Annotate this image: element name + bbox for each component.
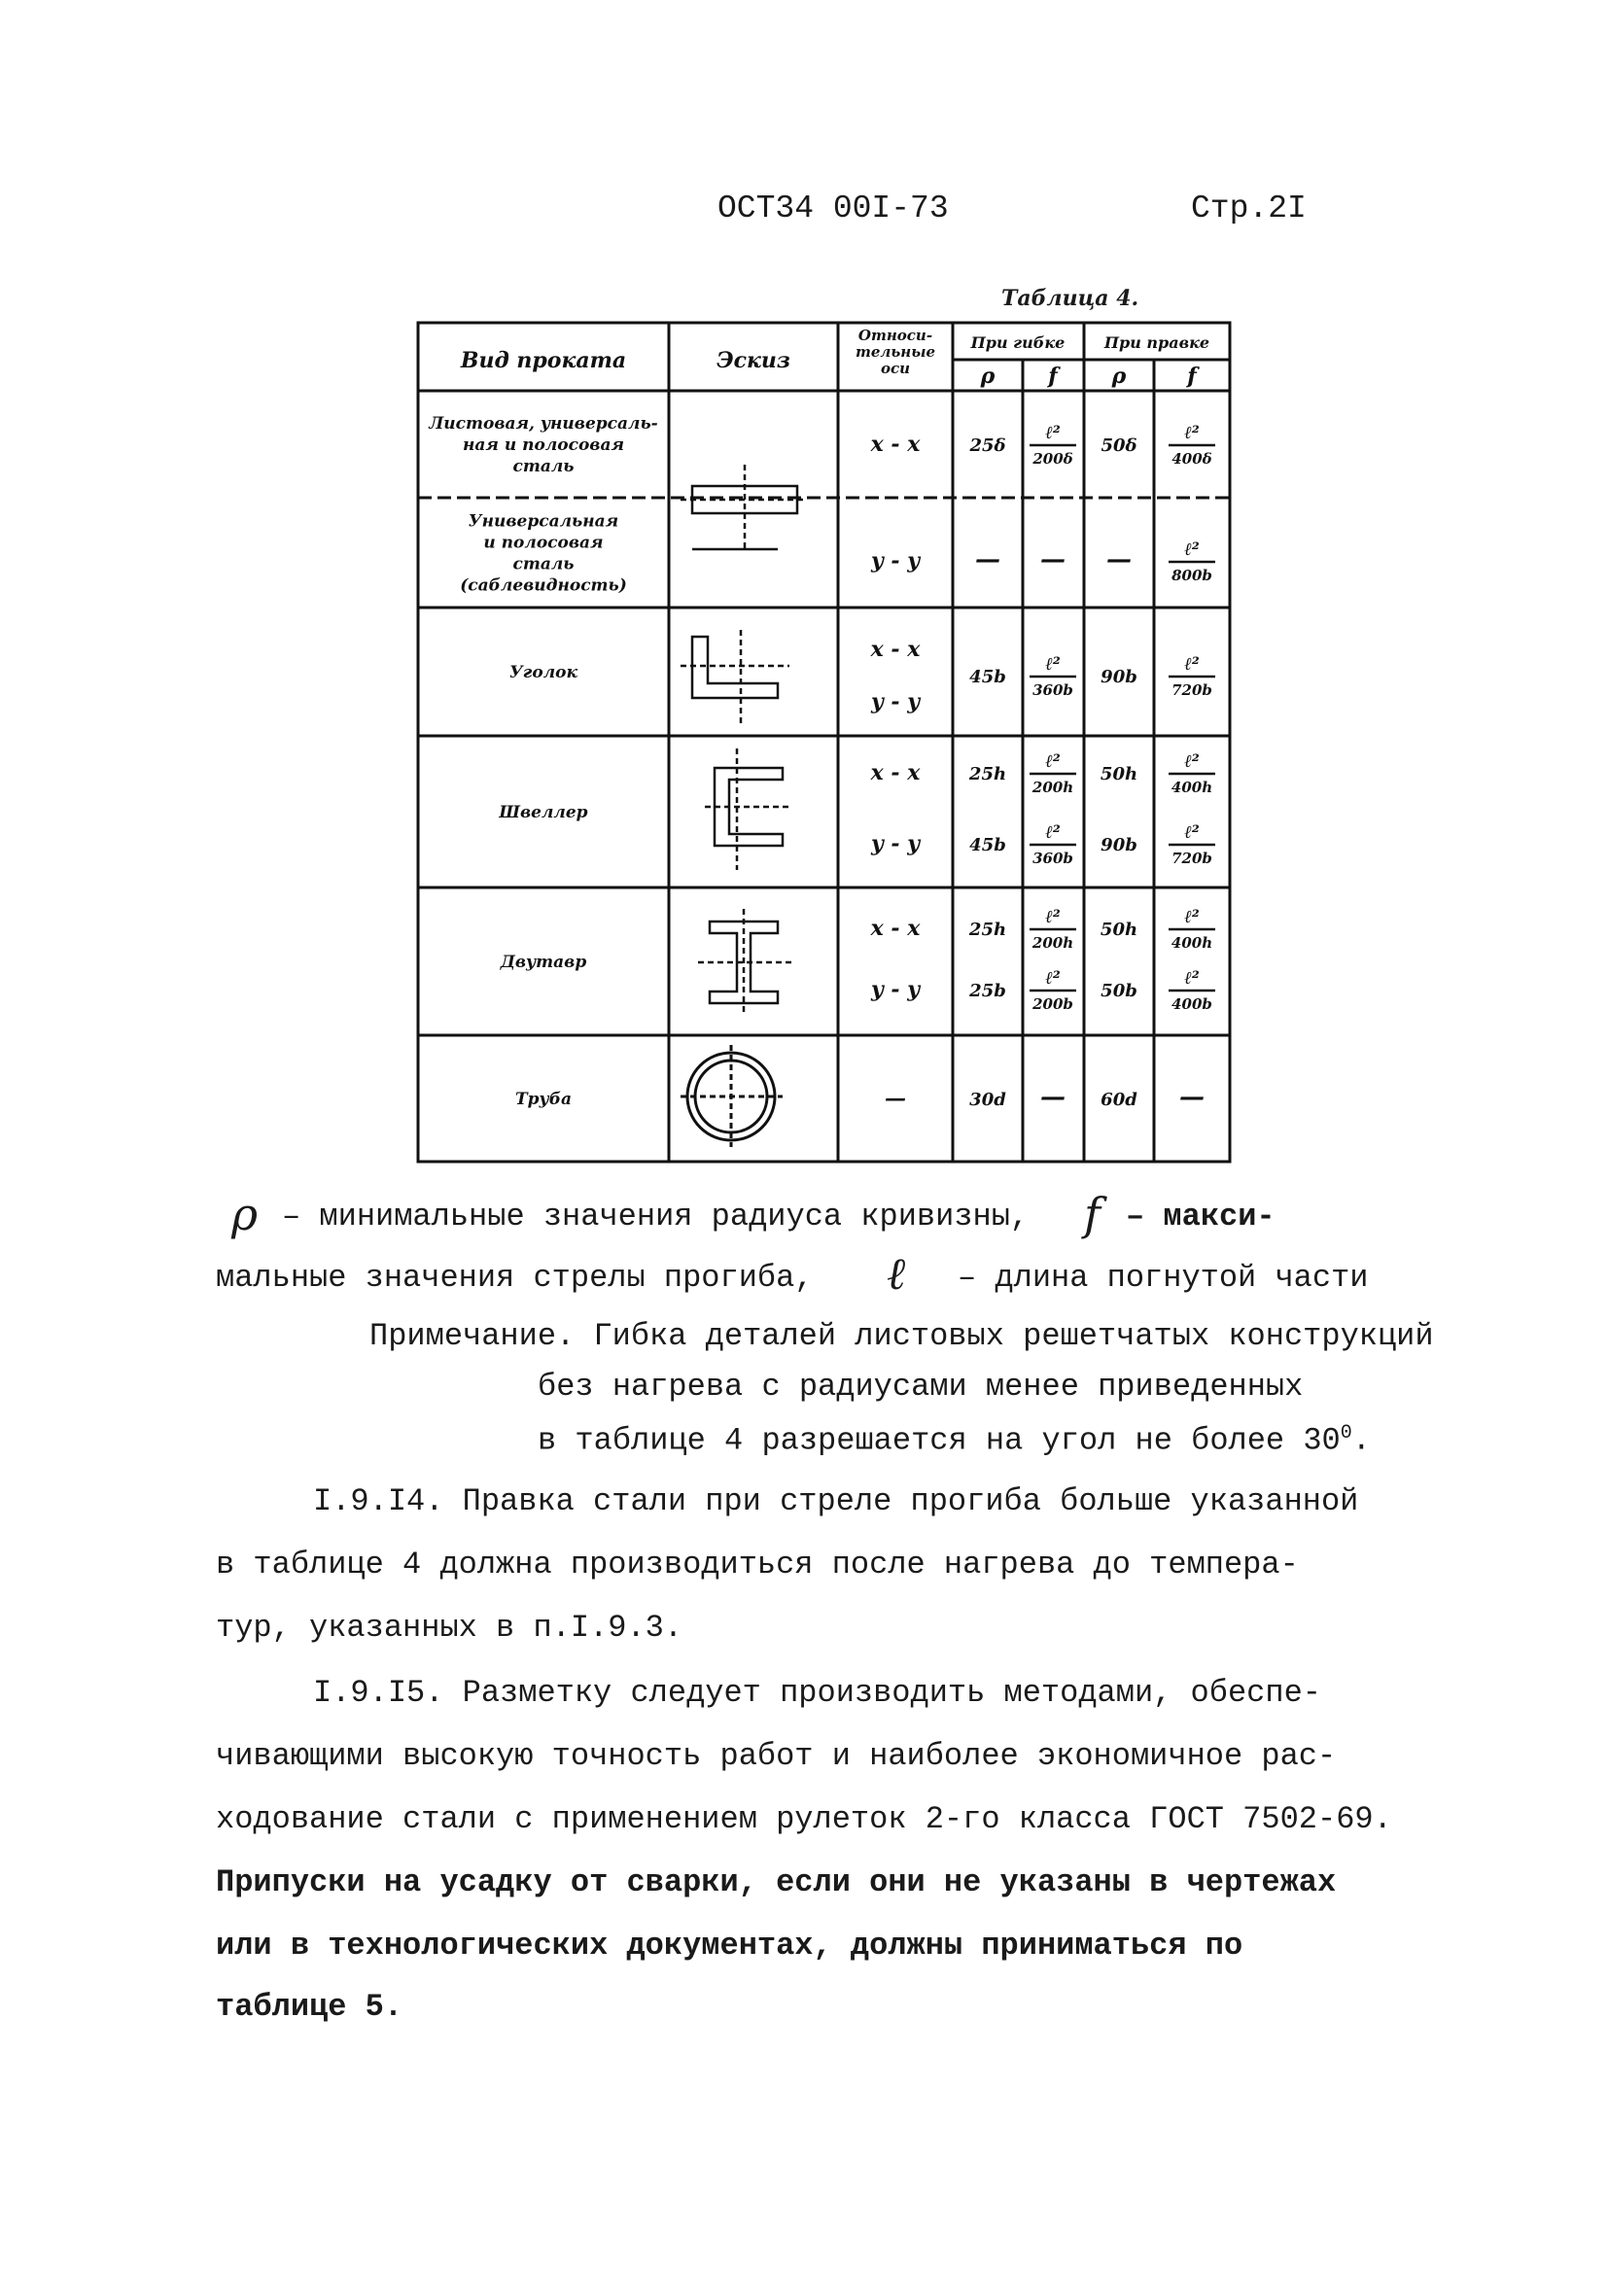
- para-1914-line-1: I.9.I4. Правка стали при стреле прогиба больше указанной: [313, 1483, 1359, 1519]
- row-axis: y - y: [870, 831, 921, 856]
- cell-bend-rho: 25b: [969, 981, 1006, 1001]
- header-rho: ρ: [1111, 364, 1127, 389]
- cell-str-rho: 90b: [1101, 667, 1137, 687]
- cell-str-f-den: 720b: [1171, 850, 1212, 867]
- legend-line-1a: – минимальные значения радиуса кривизны,: [282, 1199, 1030, 1235]
- sketch-angle: [681, 630, 789, 724]
- cell-str-f-num: ℓ²: [1184, 654, 1200, 675]
- row-axis: x - x: [870, 760, 921, 785]
- cell-bend-f-den: 200h: [1031, 779, 1074, 796]
- para-1914-line-3: тур, указанных в п.I.9.3.: [216, 1610, 683, 1646]
- cell-bend-f-den: 360b: [1032, 850, 1073, 867]
- header-sketch: Эскиз: [717, 348, 790, 373]
- row-type-line: сталь: [512, 554, 575, 574]
- para-1914-line-2: в таблице 4 должна производиться после нагрева до темпера-: [216, 1547, 1299, 1583]
- cell-bend-rho: —: [975, 545, 1000, 574]
- row-axis: y - y: [870, 548, 921, 574]
- note-line-3-text: в таблице 4 разрешается на угол не более 30: [538, 1422, 1341, 1459]
- para-1915-line-6: таблице 5.: [216, 1989, 403, 2025]
- row-type-line: ная и полосовая: [462, 435, 625, 455]
- cell-str-rho: 50h: [1100, 920, 1138, 940]
- legend-line-2a: мальные значения стрелы прогиба,: [216, 1260, 814, 1296]
- note-line-2: без нагрева с радиусами менее приведенных: [538, 1369, 1304, 1405]
- sketch-channel: [705, 748, 792, 870]
- sketch-pipe: [681, 1045, 783, 1147]
- cell-str-rho: 50h: [1100, 764, 1138, 784]
- note-line-3: [538, 1414, 1371, 1461]
- row-type-line: Двутавр: [500, 953, 587, 972]
- header-axis-line: Относи-: [857, 327, 933, 344]
- row-axis: x - x: [870, 432, 921, 457]
- rho-symbol: ρ: [231, 1188, 259, 1240]
- note-line-1: Примечание. Гибка деталей листовых решетчатых конструкций: [369, 1318, 1434, 1354]
- row-type-line: Швеллер: [499, 803, 588, 822]
- row-type-line: (саблевидность): [460, 575, 627, 596]
- para-1915-line-2: чивающими высокую точность работ и наиболее экономичное рас-: [216, 1738, 1337, 1774]
- cell-bend-f-den: 360b: [1032, 681, 1073, 699]
- cell-bend-f-num: ℓ²: [1045, 968, 1061, 989]
- row-type-line: и полосовая: [483, 533, 604, 553]
- row-type-line: Листовая, универсаль-: [429, 414, 658, 434]
- cell-str-f-num: ℓ²: [1184, 539, 1200, 560]
- cell-bend-rho: 30d: [969, 1090, 1006, 1110]
- row-axis: y - y: [870, 977, 921, 1002]
- header-bending: При гибке: [970, 333, 1066, 352]
- legend-line-1b: – макси-: [1126, 1199, 1276, 1235]
- cell-bend-f-num: ℓ²: [1045, 423, 1061, 443]
- cell-str-rho: 60d: [1101, 1090, 1137, 1110]
- row-axis: —: [885, 1086, 906, 1111]
- row-type-line: Труба: [515, 1090, 572, 1109]
- header-straightening: При правке: [1103, 333, 1210, 352]
- cell-str-rho: 90b: [1101, 835, 1137, 855]
- row-type-line: Универсальная: [468, 511, 619, 532]
- cell-bend-f: —: [1040, 545, 1066, 574]
- cell-str-f-den: 400δ: [1171, 450, 1212, 468]
- page-number: Стр.2I: [1191, 191, 1307, 226]
- row-axis: x - x: [870, 916, 921, 941]
- table-text: [428, 327, 1215, 1112]
- row-axis: x - x: [870, 637, 921, 662]
- cell-bend-f-den: 200h: [1031, 934, 1074, 952]
- cell-str-f-num: ℓ²: [1184, 907, 1200, 927]
- row-type-line: сталь: [512, 457, 575, 476]
- cell-bend-rho: 25h: [968, 920, 1007, 940]
- cell-str-rho: 50δ: [1101, 435, 1137, 456]
- header-f: f: [1048, 364, 1058, 389]
- header-f: f: [1187, 364, 1197, 389]
- cell-bend-f: —: [1040, 1083, 1066, 1112]
- header-axis-line: тельные: [855, 343, 936, 361]
- cell-str-rho: —: [1106, 545, 1132, 574]
- cell-bend-f-num: ℓ²: [1045, 907, 1061, 927]
- cell-str-f-num: ℓ²: [1184, 822, 1200, 843]
- cell-bend-f-den: 200b: [1032, 995, 1073, 1013]
- sketch-i-beam: [698, 909, 792, 1016]
- note-line-3-end: .: [1351, 1422, 1371, 1459]
- cell-bend-rho: 25h: [968, 764, 1007, 784]
- header-type: Вид проката: [460, 348, 627, 373]
- degree-sup: 0: [1340, 1422, 1352, 1444]
- para-1915-line-5: или в технологических документах, должны приниматься по: [216, 1928, 1243, 1964]
- cell-str-f-num: ℓ²: [1184, 423, 1200, 443]
- cell-bend-rho: 25δ: [969, 435, 1006, 456]
- cell-str-f-den: 720b: [1171, 681, 1212, 699]
- sketch-sheet-steel: [681, 465, 807, 552]
- table-caption: Таблица 4.: [1001, 286, 1139, 311]
- cell-str-f: —: [1179, 1083, 1205, 1112]
- cell-str-f-den: 800b: [1171, 567, 1212, 584]
- cell-bend-rho: 45b: [969, 835, 1006, 855]
- header-rho: ρ: [980, 364, 996, 389]
- cell-str-f-num: ℓ²: [1184, 751, 1200, 772]
- para-1915-line-1: I.9.I5. Разметку следует производить методами, обеспе-: [313, 1675, 1321, 1711]
- cell-str-f-den: 400h: [1171, 779, 1213, 796]
- l-symbol: ℓ: [887, 1247, 906, 1300]
- cell-str-f-den: 400b: [1171, 995, 1212, 1013]
- row-type-line: Уголок: [509, 663, 577, 682]
- legend-line-2b: – длина погнутой части: [958, 1260, 1369, 1296]
- para-1915-line-3: ходование стали с применением рулеток 2-го класса ГОСТ 7502-69.: [216, 1801, 1392, 1837]
- cell-str-rho: 50b: [1101, 981, 1137, 1001]
- cell-bend-f-num: ℓ²: [1045, 654, 1061, 675]
- cell-bend-f-den: 200δ: [1032, 450, 1073, 468]
- document-code: ОСТ34 00I-73: [717, 191, 949, 226]
- cell-bend-rho: 45b: [969, 667, 1006, 687]
- cell-bend-f-num: ℓ²: [1045, 751, 1061, 772]
- cell-str-f-den: 400h: [1171, 934, 1213, 952]
- cell-str-f-num: ℓ²: [1184, 968, 1200, 989]
- cell-bend-f-num: ℓ²: [1045, 822, 1061, 843]
- f-symbol: f: [1084, 1188, 1101, 1240]
- row-axis: y - y: [870, 689, 921, 714]
- header-axis-line: оси: [880, 360, 911, 377]
- para-1915-line-4: Припуски на усадку от сварки, если они не указаны в чертежах: [216, 1864, 1337, 1900]
